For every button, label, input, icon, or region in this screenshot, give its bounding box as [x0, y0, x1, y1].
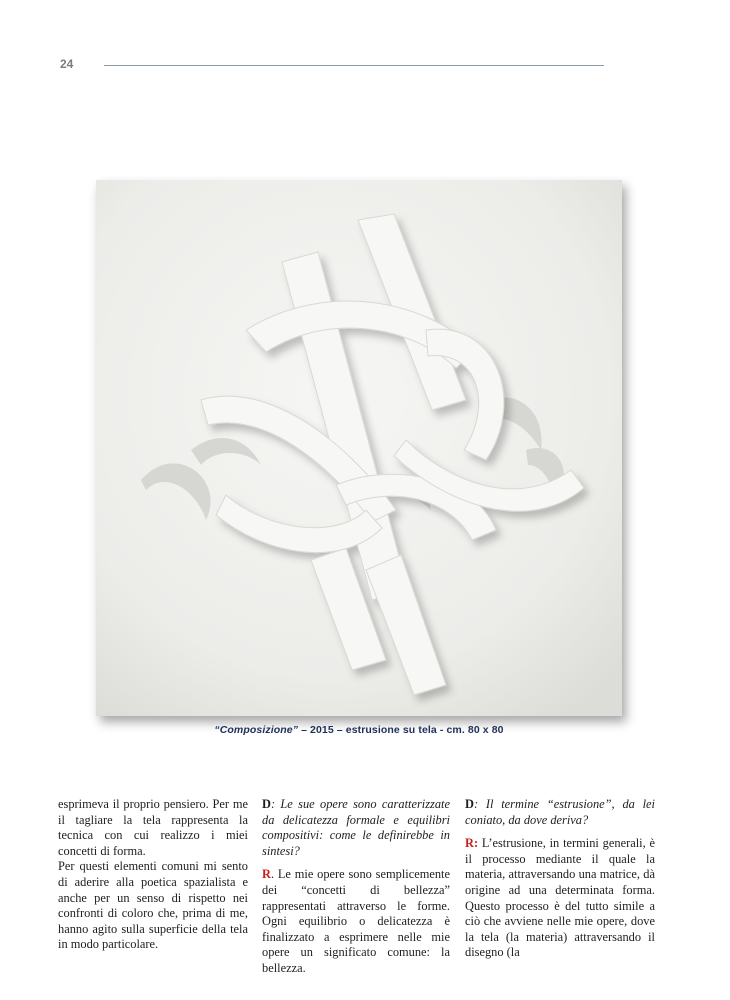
question-label: D [262, 797, 271, 811]
caption-details: – 2015 – estrusione su tela - cm. 80 x 80 [298, 724, 504, 736]
text-column-2 [262, 797, 450, 977]
header-rule [104, 65, 604, 66]
page-number: 24 [60, 57, 74, 71]
paragraph: Per questi elementi comuni mi sento di aderire alla poetica spazialista e anche per un senso di rispetto nei confronti di coloro che, prima di me, hanno agito sulla superficie della tela in modo particolare. [58, 859, 248, 952]
answer-label: R [262, 867, 271, 882]
answer [262, 867, 450, 976]
caption-title: “Composizione” [214, 724, 299, 736]
question [465, 797, 655, 828]
question-label: D [465, 797, 474, 811]
answer-text: L’estrusione, in termini generali, è il processo mediante il quale la materia, attraversando una matrice, dà origine ad una determinata forma. Questo processo è del tutto simile a ciò che avviene nelle mie opere, dove la tela (la materia) attraversando il disegno (la [465, 836, 655, 960]
paragraph: esprimeva il proprio pensiero. Per me il tagliare la tela rappresenta la tecnica con cui realizzo i miei concetti di forma. [58, 797, 248, 858]
answer-label: R: [465, 836, 479, 851]
text-column-3 [465, 797, 655, 961]
answer [465, 836, 655, 961]
question-text: : Le sue opere sono caratterizzate da delicatezza formale e equilibri compositivi: come le definirebbe in sintesi? [262, 797, 450, 858]
text-column-1 [58, 797, 248, 953]
answer-text: . Le mie opere sono semplicemente dei “concetti di bellezza” rappresentati attraverso le forme. Ogni equilibrio o delicatezza è finalizzato a esprimere nelle mie opere un significato comune: la bellezza. [262, 867, 450, 975]
artwork-image [96, 180, 622, 716]
question [262, 797, 450, 859]
question-text: : Il termine “estrusione”, da lei coniato, da dove deriva? [465, 797, 655, 827]
figure-caption [96, 724, 622, 736]
